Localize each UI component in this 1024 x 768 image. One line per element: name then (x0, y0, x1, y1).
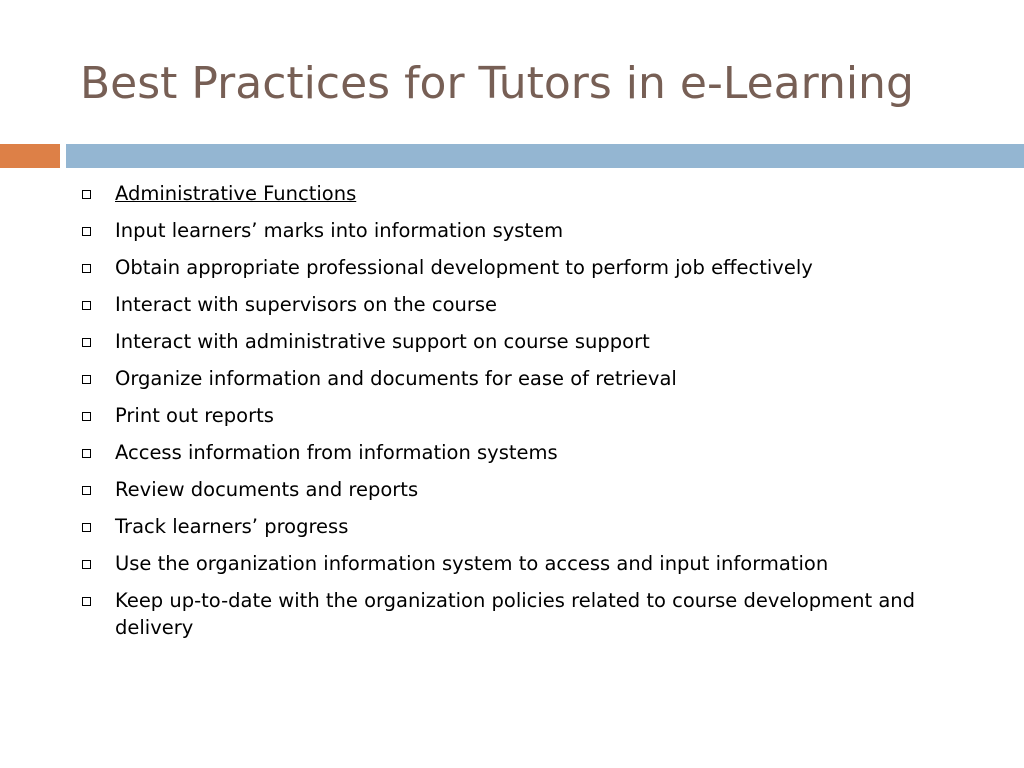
hollow-square-icon (82, 375, 91, 384)
hollow-square-icon (82, 264, 91, 273)
hollow-square-icon (82, 301, 91, 310)
bullet-text: Interact with supervisors on the course (115, 292, 498, 316)
bullet-text: Interact with administrative support on course support (115, 329, 650, 353)
hollow-square-icon (82, 560, 91, 569)
bullet-item (80, 328, 980, 356)
bullet-text: Track learners’ progress (115, 514, 349, 538)
bullet-item (80, 254, 980, 282)
bullet-text: Organize information and documents for ease of retrieval (115, 366, 677, 390)
bullet-text: Obtain appropriate professional development to perform job effectively (115, 255, 813, 279)
accent-bar-right (66, 144, 1024, 168)
bullet-item (80, 180, 980, 208)
bullet-item (80, 365, 980, 393)
hollow-square-icon (82, 227, 91, 236)
bullet-text: Access information from information systems (115, 440, 558, 464)
bullet-text: Print out reports (115, 403, 274, 427)
bullet-text: Keep up-to-date with the organization policies related to course development and delivery (115, 588, 916, 640)
bullet-item (80, 217, 980, 245)
bullet-item (80, 550, 980, 578)
accent-bar-left (0, 144, 60, 168)
bullet-text: Administrative Functions (115, 182, 357, 205)
hollow-square-icon (82, 449, 91, 458)
hollow-square-icon (82, 412, 91, 421)
hollow-square-icon (82, 486, 91, 495)
bullet-text: Use the organization information system to access and input information (115, 551, 829, 575)
hollow-square-icon (82, 597, 91, 606)
bullet-item (80, 476, 980, 504)
bullet-item (80, 291, 980, 319)
bullet-text: Review documents and reports (115, 477, 419, 501)
bullet-item (80, 587, 980, 642)
hollow-square-icon (82, 338, 91, 347)
bullet-text: Input learners’ marks into information system (115, 218, 564, 242)
bullet-item (80, 402, 980, 430)
bullet-item (80, 513, 980, 541)
bullet-item (80, 439, 980, 467)
hollow-square-icon (82, 523, 91, 532)
slide-title: Best Practices for Tutors in e-Learning (80, 58, 914, 109)
bullet-list (80, 180, 980, 651)
hollow-square-icon (82, 190, 91, 199)
